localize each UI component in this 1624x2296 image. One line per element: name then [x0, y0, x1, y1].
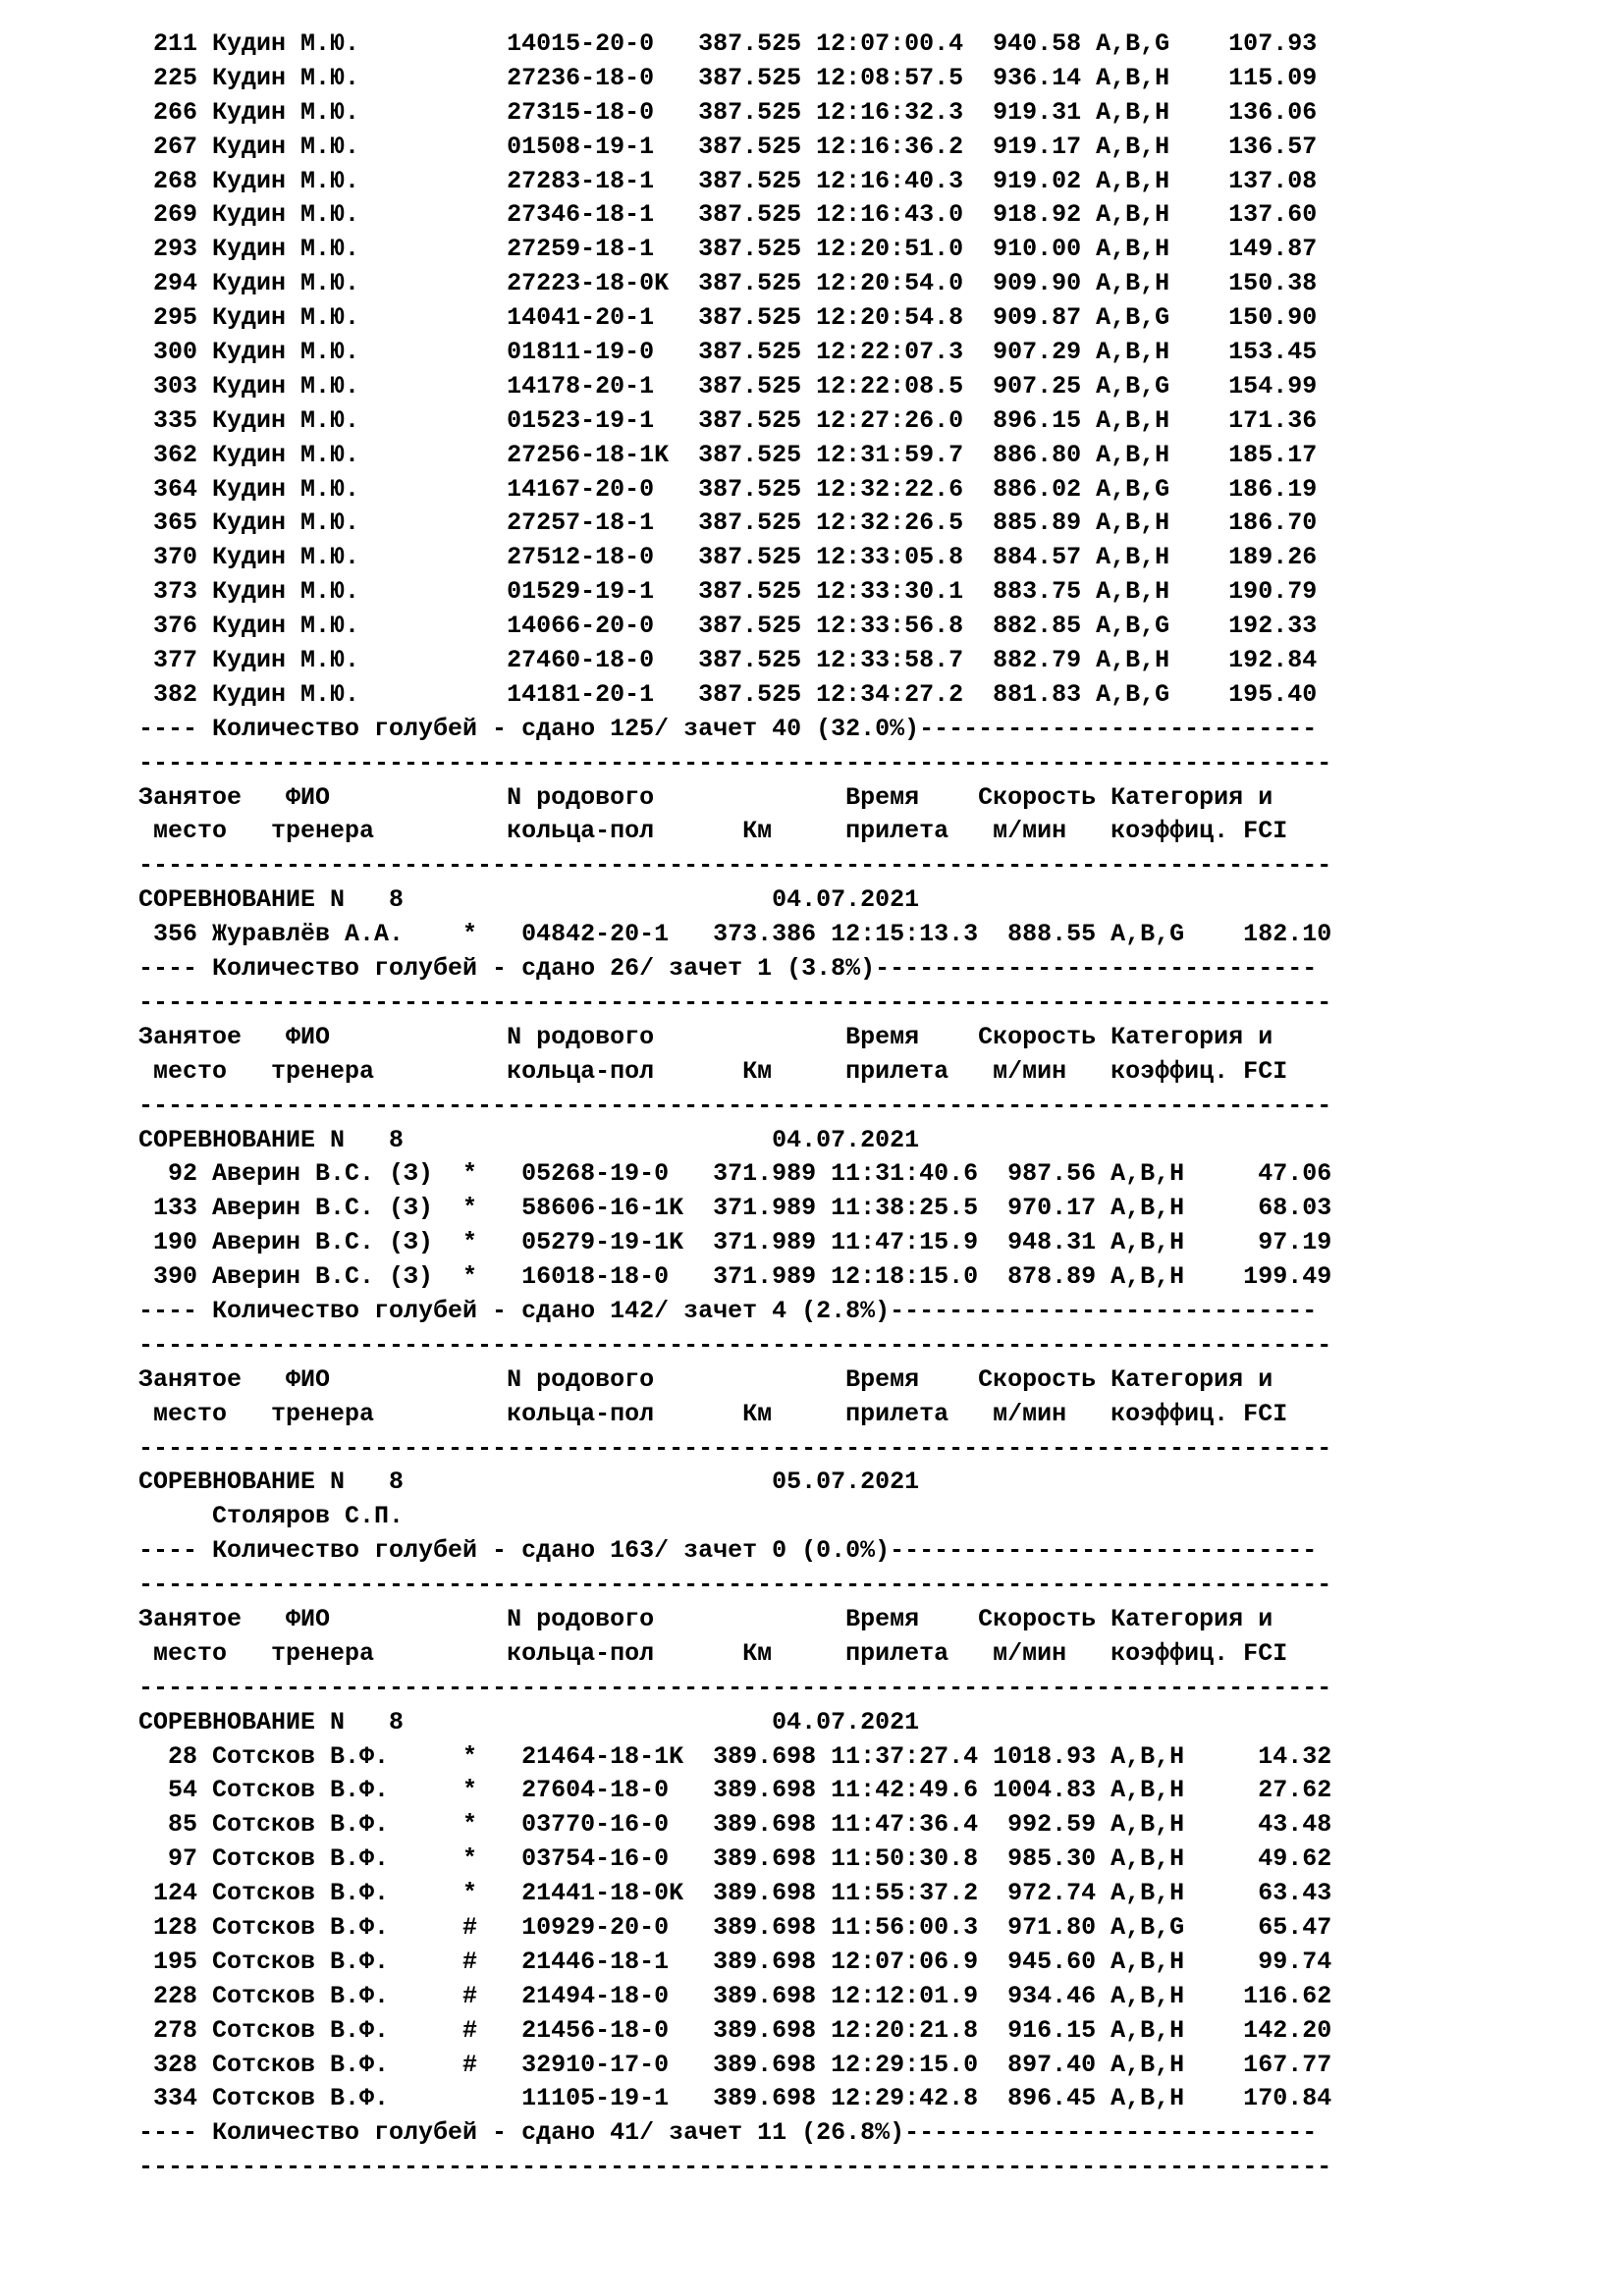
text-line: 376 Кудин М.Ю. 14066-20-0 387.525 12:33:56.8 882.85 A,B,G 192.33	[124, 612, 1318, 641]
text-line: 334 Сотсков В.Ф. 11105-19-1 389.698 12:29:42.8 896.45 A,B,H 170.84	[124, 2084, 1332, 2113]
text-line: ---------------------------------------------------------------------------------	[124, 748, 1332, 777]
text-line: место тренера кольца-пол Км прилета м/мин коэффиц. FCI	[124, 1399, 1288, 1428]
text-line: ---------------------------------------------------------------------------------	[124, 851, 1332, 881]
text-line: ---- Количество голубей - сдано 163/ зачет 0 (0.0%)-----------------------------	[124, 1536, 1318, 1566]
text-line: СОРЕВНОВАНИЕ N 8 04.07.2021	[124, 1707, 920, 1736]
text-line: 128 Сотсков В.Ф. # 10929-20-0 389.698 11:56:00.3 971.80 A,B,G 65.47	[124, 1912, 1332, 1942]
text-line: 303 Кудин М.Ю. 14178-20-1 387.525 12:22:08.5 907.25 A,B,G 154.99	[124, 371, 1318, 400]
text-line: 28 Сотсков В.Ф. * 21464-18-1K 389.698 11:37:27.4 1018.93 A,B,H 14.32	[124, 1741, 1332, 1771]
text-line: 124 Сотсков В.Ф. * 21441-18-0K 389.698 11:55:37.2 972.74 A,B,H 63.43	[124, 1879, 1332, 1908]
text-line: 225 Кудин М.Ю. 27236-18-0 387.525 12:08:57.5 936.14 A,B,H 115.09	[124, 63, 1318, 92]
text-line: СОРЕВНОВАНИЕ N 8 04.07.2021	[124, 885, 920, 915]
text-line: 293 Кудин М.Ю. 27259-18-1 387.525 12:20:51.0 910.00 A,B,H 149.87	[124, 235, 1318, 264]
text-line: 97 Сотсков В.Ф. * 03754-16-0 389.698 11:50:30.8 985.30 A,B,H 49.62	[124, 1844, 1332, 1874]
text-line: 267 Кудин М.Ю. 01508-19-1 387.525 12:16:36.2 919.17 A,B,H 136.57	[124, 132, 1318, 161]
text-line: СОРЕВНОВАНИЕ N 8 05.07.2021	[124, 1468, 920, 1497]
text-line: 85 Сотсков В.Ф. * 03770-16-0 389.698 11:47:36.4 992.59 A,B,H 43.48	[124, 1810, 1332, 1840]
text-line: 362 Кудин М.Ю. 27256-18-1K 387.525 12:31:59.7 886.80 A,B,H 185.17	[124, 440, 1318, 469]
text-line: место тренера кольца-пол Км прилета м/мин коэффиц. FCI	[124, 1638, 1288, 1668]
text-line: ---- Количество голубей - сдано 41/ зачет 11 (26.8%)----------------------------	[124, 2118, 1318, 2148]
text-line: 268 Кудин М.Ю. 27283-18-1 387.525 12:16:40.3 919.02 A,B,H 137.08	[124, 166, 1318, 195]
text-line: место тренера кольца-пол Км прилета м/мин коэффиц. FCI	[124, 817, 1288, 846]
text-line: 390 Аверин В.С. (З) * 16018-18-0 371.989 12:18:15.0 878.89 A,B,H 199.49	[124, 1262, 1332, 1292]
text-line: 364 Кудин М.Ю. 14167-20-0 387.525 12:32:22.6 886.02 A,B,G 186.19	[124, 474, 1318, 504]
text-line: 295 Кудин М.Ю. 14041-20-1 387.525 12:20:54.8 909.87 A,B,G 150.90	[124, 303, 1318, 333]
text-line: ---------------------------------------------------------------------------------	[124, 1571, 1332, 1600]
text-line: ---- Количество голубей - сдано 125/ зачет 40 (32.0%)---------------------------	[124, 714, 1318, 743]
text-line: 211 Кудин М.Ю. 14015-20-0 387.525 12:07:00.4 940.58 A,B,G 107.93	[124, 29, 1318, 58]
text-line: Занятое ФИО N родового Время Скорость Категория и	[124, 1022, 1273, 1051]
text-line: 228 Сотсков В.Ф. # 21494-18-0 389.698 12:12:01.9 934.46 A,B,H 116.62	[124, 1981, 1332, 2010]
text-line: 377 Кудин М.Ю. 27460-18-0 387.525 12:33:58.7 882.79 A,B,H 192.84	[124, 646, 1318, 675]
text-line: 300 Кудин М.Ю. 01811-19-0 387.525 12:22:07.3 907.29 A,B,H 153.45	[124, 338, 1318, 367]
text-line: 373 Кудин М.Ю. 01529-19-1 387.525 12:33:30.1 883.75 A,B,H 190.79	[124, 577, 1318, 607]
text-line: 382 Кудин М.Ю. 14181-20-1 387.525 12:34:27.2 881.83 A,B,G 195.40	[124, 679, 1318, 709]
text-line: ---- Количество голубей - сдано 142/ зачет 4 (2.8%)-----------------------------	[124, 1296, 1318, 1325]
text-line: ---- Количество голубей - сдано 26/ зачет 1 (3.8%)------------------------------	[124, 954, 1318, 984]
text-line: 133 Аверин В.С. (З) * 58606-16-1K 371.989 11:38:25.5 970.17 A,B,H 68.03	[124, 1194, 1332, 1223]
text-line: ---------------------------------------------------------------------------------	[124, 988, 1332, 1017]
text-line: 328 Сотсков В.Ф. # 32910-17-0 389.698 12:29:15.0 897.40 A,B,H 167.77	[124, 2050, 1332, 2079]
text-line: 54 Сотсков В.Ф. * 27604-18-0 389.698 11:42:49.6 1004.83 A,B,H 27.62	[124, 1776, 1332, 1805]
text-line: ---------------------------------------------------------------------------------	[124, 1330, 1332, 1360]
text-line: 356 Журавлёв А.А. * 04842-20-1 373.386 12:15:13.3 888.55 A,B,G 182.10	[124, 920, 1332, 949]
text-line: СОРЕВНОВАНИЕ N 8 04.07.2021	[124, 1125, 920, 1154]
text-line: ---------------------------------------------------------------------------------	[124, 1091, 1332, 1120]
text-line: 190 Аверин В.С. (З) * 05279-19-1K 371.989 11:47:15.9 948.31 A,B,H 97.19	[124, 1228, 1332, 1257]
results-document	[124, 27, 1331, 2185]
text-line: 266 Кудин М.Ю. 27315-18-0 387.525 12:16:32.3 919.31 A,B,H 136.06	[124, 97, 1318, 127]
text-line: Занятое ФИО N родового Время Скорость Категория и	[124, 782, 1273, 812]
text-line: ---------------------------------------------------------------------------------	[124, 2153, 1332, 2182]
text-line: 365 Кудин М.Ю. 27257-18-1 387.525 12:32:26.5 885.89 A,B,H 186.70	[124, 508, 1318, 538]
text-line: ---------------------------------------------------------------------------------	[124, 1433, 1332, 1463]
text-line: 278 Сотсков В.Ф. # 21456-18-0 389.698 12:20:21.8 916.15 A,B,H 142.20	[124, 2015, 1332, 2045]
text-line: место тренера кольца-пол Км прилета м/мин коэффиц. FCI	[124, 1056, 1288, 1086]
text-line: Столяров С.П.	[124, 1502, 405, 1531]
text-line: ---------------------------------------------------------------------------------	[124, 1673, 1332, 1702]
text-line: 269 Кудин М.Ю. 27346-18-1 387.525 12:16:43.0 918.92 A,B,H 137.60	[124, 200, 1318, 230]
text-line: 335 Кудин М.Ю. 01523-19-1 387.525 12:27:26.0 896.15 A,B,H 171.36	[124, 405, 1318, 435]
text-line: 370 Кудин М.Ю. 27512-18-0 387.525 12:33:05.8 884.57 A,B,H 189.26	[124, 543, 1318, 572]
text-line: 92 Аверин В.С. (З) * 05268-19-0 371.989 11:31:40.6 987.56 A,B,H 47.06	[124, 1159, 1332, 1189]
text-line: Занятое ФИО N родового Время Скорость Категория и	[124, 1604, 1273, 1633]
text-line: 195 Сотсков В.Ф. # 21446-18-1 389.698 12:07:06.9 945.60 A,B,H 99.74	[124, 1947, 1332, 1976]
text-line: Занятое ФИО N родового Время Скорость Категория и	[124, 1364, 1273, 1394]
text-line: 294 Кудин М.Ю. 27223-18-0K 387.525 12:20:54.0 909.90 A,B,H 150.38	[124, 269, 1318, 298]
